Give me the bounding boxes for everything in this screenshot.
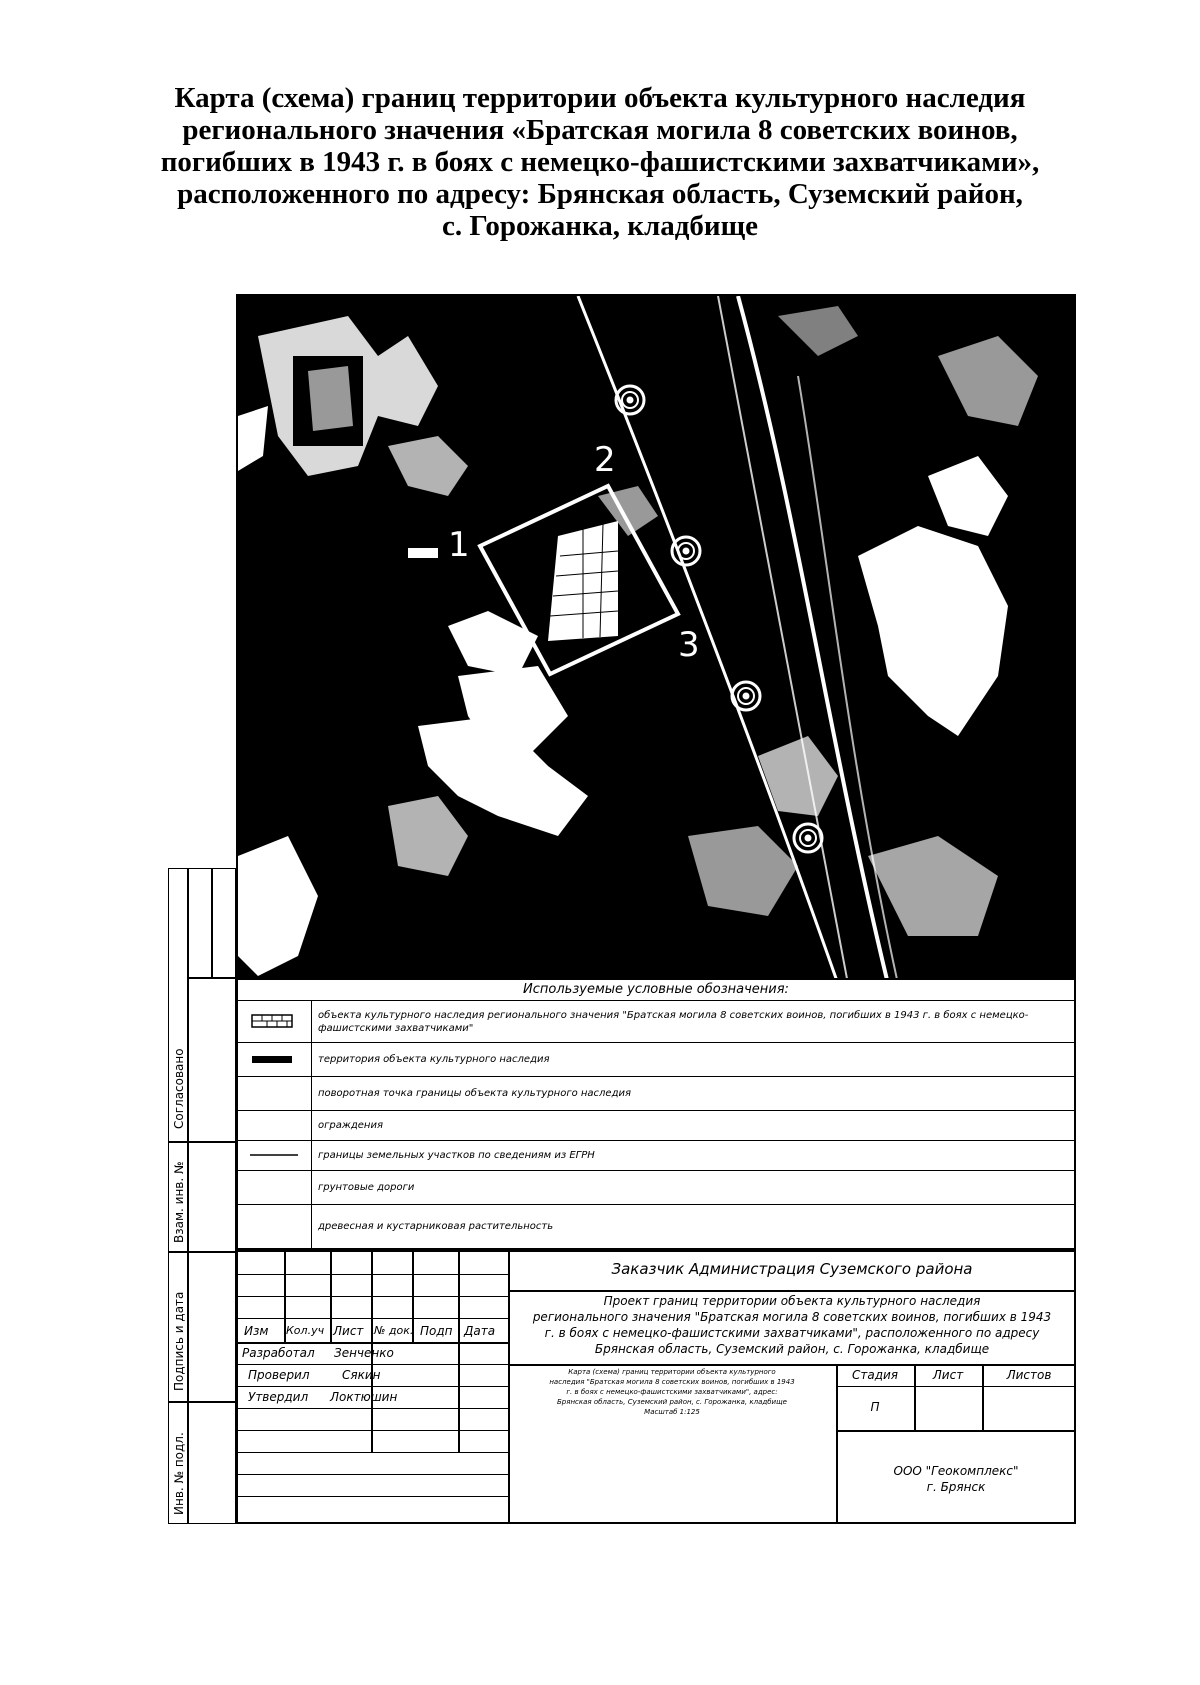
point-label: 2 — [594, 440, 616, 480]
legend-text: границы земельных участков по сведениям из ЕГРН — [318, 1150, 595, 1161]
role-name: Сякин — [342, 1368, 381, 1382]
title-line: с. Горожанка, кладбище — [442, 210, 758, 242]
legend-item — [238, 1000, 1074, 1042]
doc-line: Карта (схема) границ территории объекта культурного — [568, 1368, 776, 1376]
legend-item — [238, 1110, 1074, 1140]
legend-item — [238, 1076, 1074, 1110]
col-kol-uch: Кол.уч — [286, 1324, 325, 1337]
satellite-map — [236, 294, 1076, 982]
title-line: расположенного по адресу: Брянская область, Суземский район, — [177, 178, 1023, 210]
filled-bar-icon — [238, 1043, 312, 1076]
target-icon — [732, 682, 760, 710]
inv-orig-label: Инв. № подл. — [172, 1432, 186, 1515]
customer: Заказчик Администрация Суземского района — [611, 1260, 973, 1278]
sheet-header: Лист — [932, 1368, 964, 1382]
project-line: регионального значения "Братская могила 8 советских воинов, погибших в 1943 — [532, 1310, 1052, 1324]
agreed-cell — [168, 868, 188, 1142]
company-city: г. Брянск — [926, 1480, 986, 1494]
map-canvas — [238, 296, 1076, 982]
hatched-brick-icon — [238, 1001, 312, 1042]
role-label: Разработал — [242, 1346, 315, 1360]
col-list: Лист — [333, 1324, 364, 1338]
title-line: Карта (схема) границ территории объекта культурного наследия — [174, 82, 1026, 114]
legend-item — [238, 1170, 1074, 1204]
project-line: г. в боях с немецко-фашистскими захватчиками", расположенного по адресу — [544, 1326, 1040, 1340]
legend-item — [238, 1204, 1074, 1248]
project-line: Брянская область, Суземский район, с. Горожанка, кладбище — [594, 1342, 990, 1356]
doc-line: Брянская область, Суземский район, с. Горожанка, кладбище — [557, 1398, 787, 1406]
col-podp: Подп — [420, 1324, 453, 1338]
grave-monument — [548, 521, 618, 641]
point-label: 3 — [678, 625, 700, 665]
legend-text: ограждения — [318, 1120, 383, 1131]
title-line: погибших в 1943 г. в боях с немецко-фашистскими захватчиками», — [160, 146, 1040, 178]
title-block — [236, 1250, 1076, 1524]
legend — [236, 978, 1076, 1250]
legend-text: поворотная точка границы объекта культурного наследия — [318, 1088, 632, 1099]
point-label: 1 — [448, 525, 470, 565]
target-icon — [672, 537, 700, 565]
role-label: Проверил — [248, 1368, 310, 1382]
map-title — [140, 82, 1060, 242]
sheets-header: Листов — [1006, 1368, 1052, 1382]
doc-line: наследия "Братская могила 8 советских воинов, погибших в 1943 — [549, 1378, 795, 1386]
legend-text: грунтовые дороги — [318, 1182, 415, 1193]
point-marker — [408, 548, 438, 558]
target-icon — [794, 824, 822, 852]
legend-heading: Используемые условные обозначения: — [523, 982, 789, 997]
col-data: Дата — [464, 1324, 496, 1338]
side-strip — [168, 868, 236, 1524]
agreed-label: Согласовано — [172, 1048, 186, 1129]
legend-text: древесная и кустарниковая растительность — [318, 1221, 554, 1232]
stage-value: П — [870, 1400, 880, 1414]
role-name: Локтюшин — [330, 1390, 398, 1404]
project-line: Проект границ территории объекта культурного наследия — [603, 1294, 981, 1308]
company-name: ООО "Геокомплекс" — [893, 1464, 1019, 1478]
legend-item — [238, 1140, 1074, 1170]
legend-text: объекта культурного наследия регионального значения "Братская могила 8 советских воинов, погибших в 1943 г. в боях с немецко-фашистскими захватчиками" — [318, 1009, 1029, 1034]
col-izm: Изм — [244, 1324, 269, 1338]
terrain-patches — [238, 306, 1038, 976]
role-label: Утвердил — [248, 1390, 309, 1404]
inv-replace-label: Взам. инв. № — [172, 1161, 186, 1243]
stage-header: Стадия — [851, 1368, 899, 1382]
sign-date-label: Подпись и дата — [172, 1291, 186, 1391]
col-ndok: № док. — [374, 1324, 414, 1337]
role-name: Зенченко — [334, 1346, 394, 1360]
doc-line: Масштаб 1:125 — [644, 1408, 700, 1416]
thin-line-icon — [238, 1141, 312, 1170]
legend-text: территория объекта культурного наследия — [318, 1054, 550, 1065]
legend-item — [238, 1042, 1074, 1076]
title-line: регионального значения «Братская могила 8 советских воинов, — [182, 114, 1018, 146]
doc-line: г. в боях с немецко-фашистскими захватчиками", адрес: — [566, 1388, 778, 1396]
